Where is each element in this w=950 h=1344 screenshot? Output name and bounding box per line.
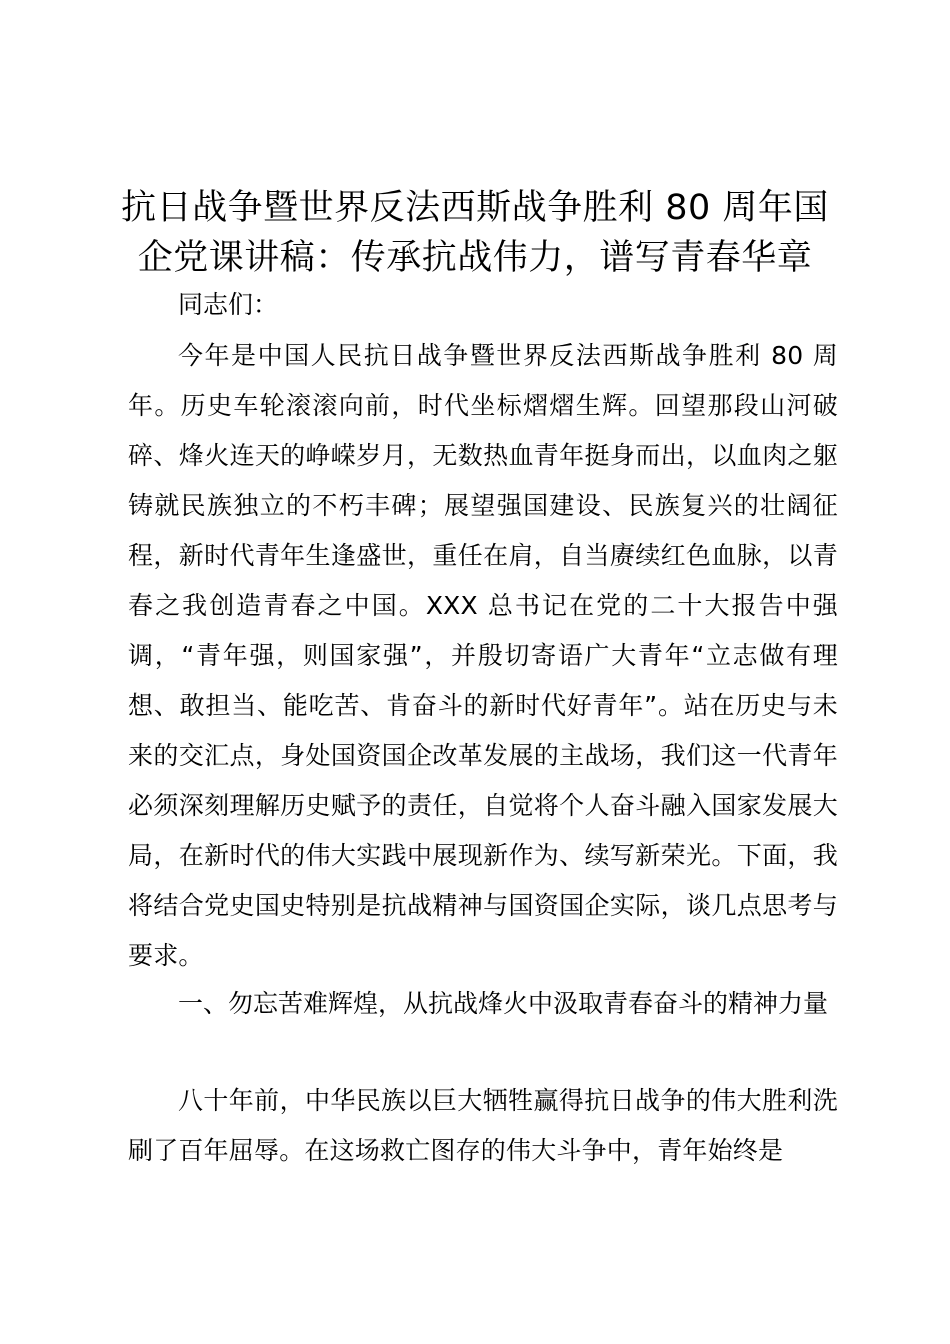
- salutation: 同志们：: [178, 290, 279, 319]
- document-title: [110, 183, 840, 283]
- paragraph-section-1: 八十年前，中华民族以巨大牺牲赢得抗日战争的伟大胜利洗刷了百年屈辱。在这场救亡图存的伟大斗争中，青年始终是: [128, 1086, 838, 1165]
- section-heading-1: 一、勿忘苦难辉煌，从抗战烽火中汲取青春奋斗的精神力量: [178, 989, 829, 1018]
- title-line-2: 企党课讲稿：传承抗战伟力，谱写青春华章: [137, 238, 813, 278]
- title-line-1: 抗日战争暨世界反法西斯战争胜利 80 周年国: [121, 188, 829, 228]
- paragraph-intro: 今年是中国人民抗日战争暨世界反法西斯战争胜利 80 周年。历史车轮滚滚向前，时代坐标熠熠生辉。回望那段山河破碎、烽火连天的峥嵘岁月，无数热血青年挺身而出，以血肉之躯铸就民族独立的不朽丰碑；展望强国建设、民族复兴的壮阔征程，新时代青年生逢盛世，重任在肩，自当赓续红色血脉，以青春之我创造青春之中国。XXX 总书记在党的二十大报告中强调，“青年强，则国家强”，并殷切寄语广大青年“立志做有理想、敢担当、能吃苦、肯奋斗的新时代好青年”。站在历史与未来的交汇点，身处国资国企改革发展的主战场，我们这一代青年必须深刻理解历史赋予的责任，自觉将个人奋斗融入国家发展大局，在新时代的伟大实践中展现新作为、续写新荣光。下面，我将结合党史国史特别是抗战精神与国资国企实际，谈几点思考与要求。: [128, 341, 838, 970]
